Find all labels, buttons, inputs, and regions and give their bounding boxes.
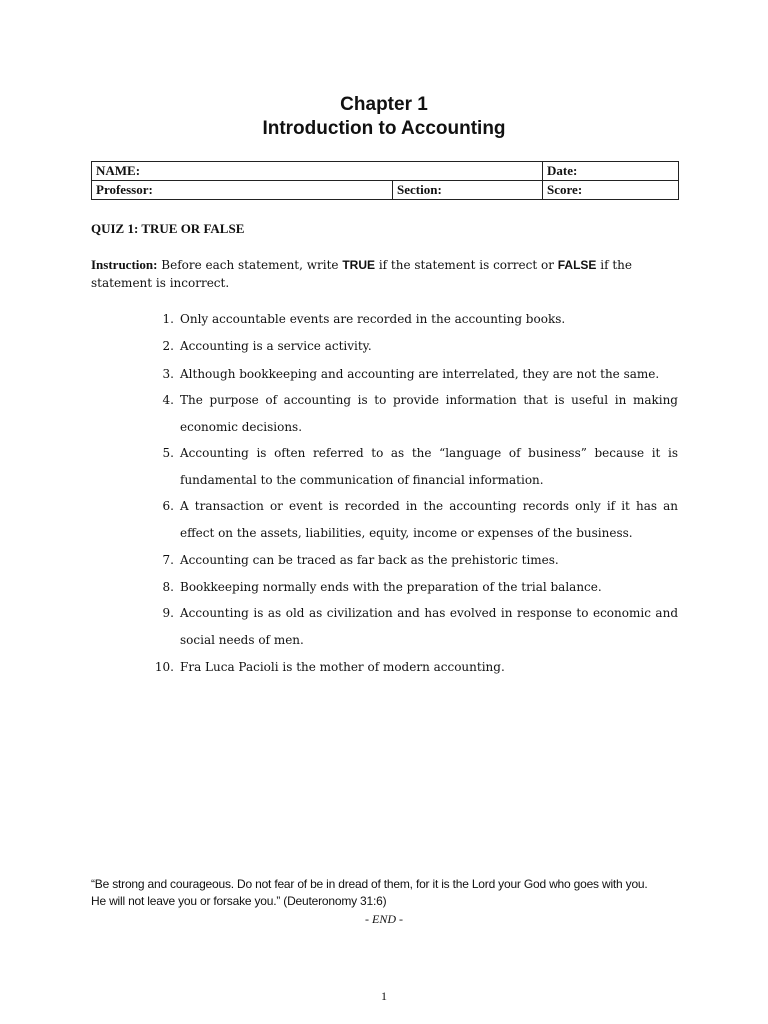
bible-quote	[91, 876, 691, 910]
question-item	[150, 600, 678, 654]
name-label: NAME:	[96, 163, 141, 178]
instruction-label: Instruction:	[91, 257, 158, 272]
question-item	[150, 578, 678, 596]
question-text: Accounting is as old as civilization and has evolved in response to economic and social needs of men.	[180, 606, 678, 648]
instruction-text-2: if the statement is correct or	[375, 258, 558, 272]
date-label: Date:	[547, 163, 578, 178]
question-item	[150, 493, 678, 547]
question-number: 8.	[162, 580, 174, 595]
question-text: Fra Luca Pacioli is the mother of modern accounting.	[180, 660, 505, 675]
quote-line-1: “Be strong and courageous. Do not fear of be in dread of them, for it is the Lord your God who goes with you.	[91, 877, 648, 891]
question-item	[150, 387, 678, 441]
question-item	[150, 551, 678, 569]
question-item	[150, 658, 678, 676]
quiz-heading: QUIZ 1: TRUE OR FALSE	[91, 221, 245, 236]
question-number: 5.	[162, 445, 174, 460]
question-text: Accounting can be traced as far back as the prehistoric times.	[180, 552, 559, 567]
question-text: Although bookkeeping and accounting are interrelated, they are not the same.	[180, 366, 660, 381]
instruction-false-word: FALSE	[557, 258, 597, 272]
question-number: 9.	[162, 606, 174, 621]
question-number: 2.	[162, 339, 174, 354]
professor-field[interactable]	[92, 181, 393, 200]
question-number: 4.	[162, 392, 174, 407]
question-number: 1.	[162, 312, 174, 326]
name-field[interactable]	[92, 162, 543, 181]
question-list	[150, 310, 678, 686]
chapter-title: Chapter 1	[340, 94, 428, 115]
date-field[interactable]	[543, 162, 679, 181]
info-row-professor	[92, 181, 679, 200]
question-item	[150, 440, 678, 494]
question-text: The purpose of accounting is to provide information that is useful in making economic decisions.	[180, 392, 678, 434]
score-label: Score:	[547, 182, 583, 197]
score-field[interactable]	[543, 181, 679, 200]
end-marker: - END -	[365, 912, 403, 926]
question-number: 7.	[162, 552, 174, 567]
instruction-text-1: Before each statement, write	[157, 258, 343, 272]
question-text: Accounting is often referred to as the “language of business” because it is fundamental to the communication of financial information.	[180, 445, 678, 487]
professor-label: Professor:	[96, 182, 153, 197]
section-label: Section:	[397, 182, 442, 197]
question-number: 6.	[162, 498, 174, 513]
instruction-true-word: TRUE	[342, 258, 375, 272]
student-info-table	[91, 161, 679, 200]
question-number: 10.	[154, 660, 174, 675]
question-text: A transaction or event is recorded in the accounting records only if it has an effect on the assets, liabilities, equity, income or expenses of the business.	[180, 498, 678, 540]
question-item	[150, 337, 678, 355]
quote-line-2: He will not leave you or forsake you.” (Deuteronomy 31:6)	[91, 894, 387, 908]
question-number: 3.	[162, 366, 174, 381]
question-item	[150, 365, 678, 383]
chapter-subtitle: Introduction to Accounting	[262, 118, 506, 139]
question-item	[150, 310, 678, 328]
info-row-name	[92, 162, 679, 181]
question-text: Accounting is a service activity.	[180, 339, 372, 354]
instruction-text-3: if the statement is incorrect.	[91, 258, 632, 290]
question-text: Only accountable events are recorded in the accounting books.	[180, 312, 566, 326]
instruction-paragraph	[91, 256, 678, 292]
page-number: 1	[381, 989, 387, 1003]
section-field[interactable]	[393, 181, 543, 200]
question-text: Bookkeeping normally ends with the preparation of the trial balance.	[180, 580, 602, 595]
